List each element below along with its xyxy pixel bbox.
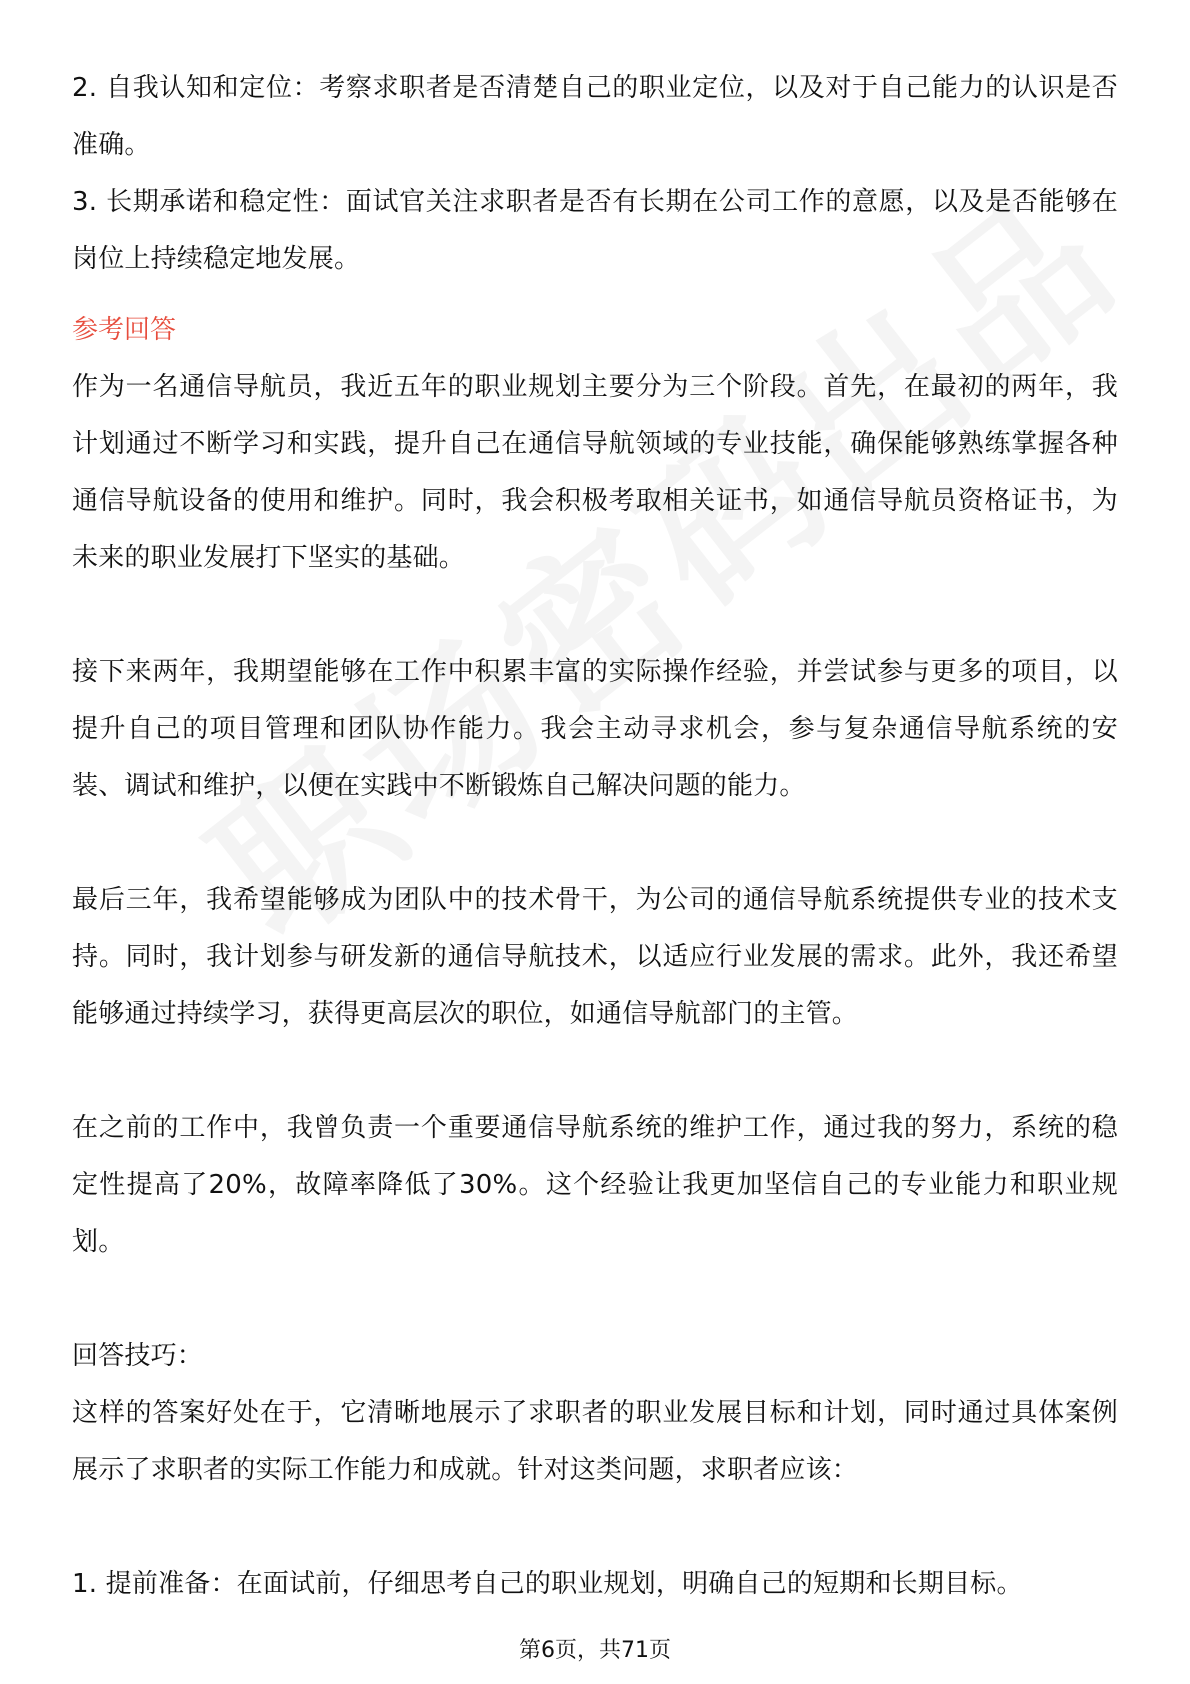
spacer xyxy=(72,587,1118,644)
spacer xyxy=(72,1271,1118,1328)
tips-intro: 这样的答案好处在于，它清晰地展示了求职者的职业发展目标和计划，同时通过具体案例展示了求职者的实际工作能力和成就。针对这类问题，求职者应该： xyxy=(72,1398,1118,1485)
spacer xyxy=(72,815,1118,872)
tips-point: 1. 提前准备：在面试前，仔细思考自己的职业规划，明确自己的短期和长期目标。 xyxy=(72,1569,1023,1599)
spacer xyxy=(72,288,1118,302)
reference-heading: 参考回答 xyxy=(72,315,177,345)
page-number-footer: 第6页，共71页 xyxy=(519,1638,671,1663)
answer-paragraph: 最后三年，我希望能够成为团队中的技术骨干，为公司的通信导航系统提供专业的技术支持。同时，我计划参与研发新的通信导航技术，以适应行业发展的需求。此外，我还希望能够通过持续学习，获得更高层次的职位，如通信导航部门的主管。 xyxy=(72,885,1118,1029)
answer-paragraph: 作为一名通信导航员，我近五年的职业规划主要分为三个阶段。首先，在最初的两年，我计划通过不断学习和实践，提升自己在通信导航领域的专业技能，确保能够熟练掌握各种通信导航设备的使用和维护。同时，我会积极考取相关证书，如通信导航员资格证书，为未来的职业发展打下坚实的基础。 xyxy=(72,372,1118,573)
intro-point: 3. 长期承诺和稳定性：面试官关注求职者是否有长期在公司工作的意愿，以及是否能够在岗位上持续稳定地发展。 xyxy=(72,187,1118,274)
answer-paragraph: 接下来两年，我期望能够在工作中积累丰富的实际操作经验，并尝试参与更多的项目，以提升自己的项目管理和团队协作能力。我会主动寻求机会，参与复杂通信导航系统的安装、调试和维护，以便在实践中不断锻炼自己解决问题的能力。 xyxy=(72,657,1118,801)
tips-heading: 回答技巧： xyxy=(72,1341,204,1371)
spacer xyxy=(72,1499,1118,1556)
answer-paragraph: 在之前的工作中，我曾负责一个重要通信导航系统的维护工作，通过我的努力，系统的稳定性提高了20%，故障率降低了30%。这个经验让我更加坚信自己的专业能力和职业规划。 xyxy=(72,1113,1118,1257)
spacer xyxy=(72,1043,1118,1100)
intro-point: 2. 自我认知和定位：考察求职者是否清楚自己的职业定位，以及对于自己能力的认识是否准确。 xyxy=(72,73,1118,160)
page-content xyxy=(72,60,1118,1613)
